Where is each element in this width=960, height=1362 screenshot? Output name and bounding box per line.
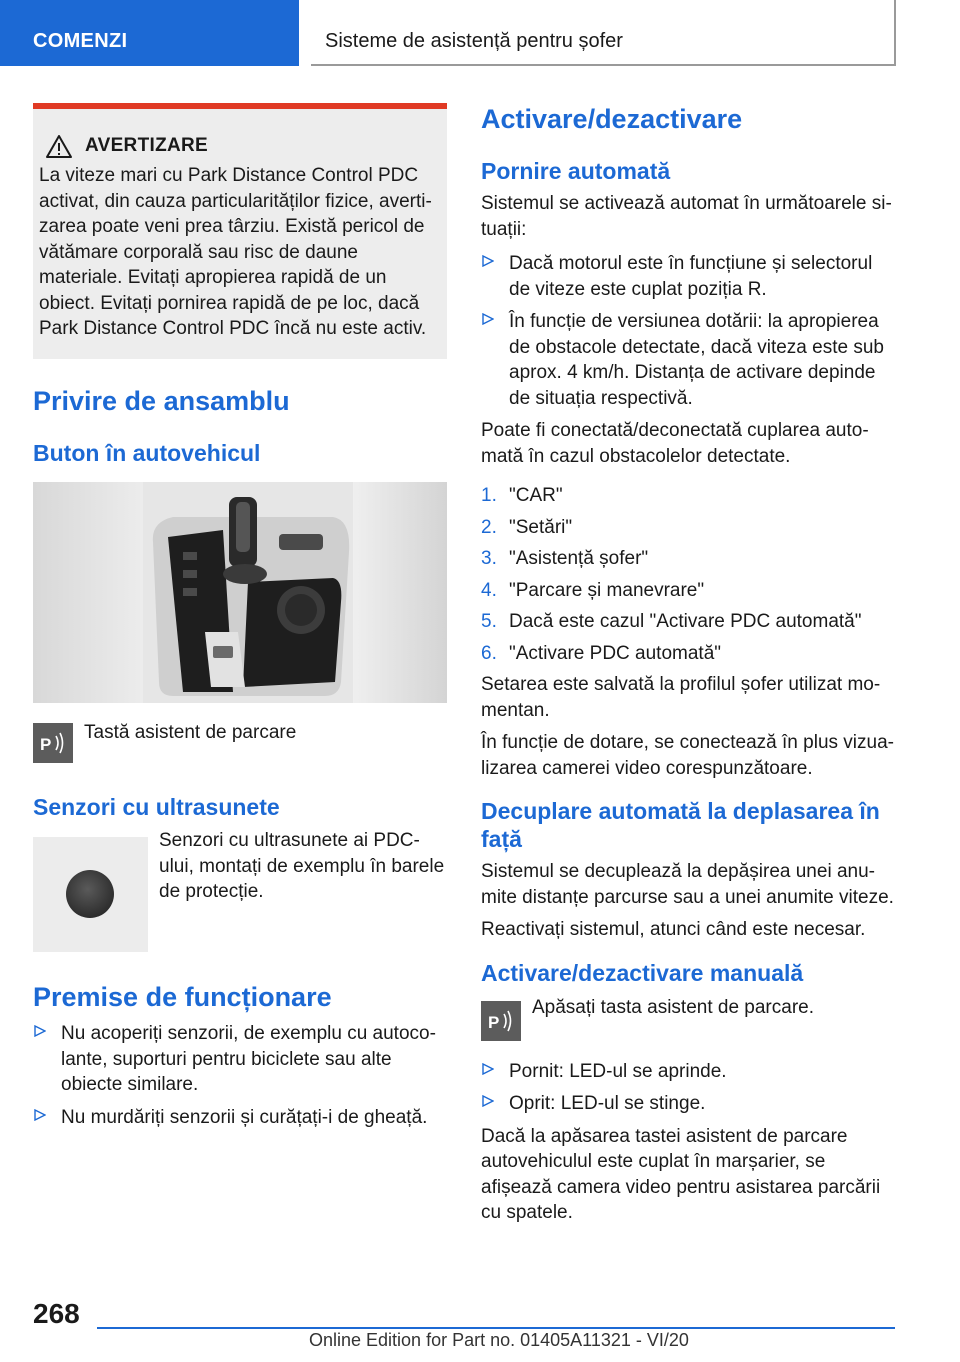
chapter-title: Sisteme de asistență pentru șofer [325, 30, 623, 52]
manual-item-text: Oprit: LED-ul se stinge. [509, 1093, 706, 1114]
section-tab [0, 0, 299, 66]
step-text: Dacă este cazul "Activare PDC automată" [509, 611, 862, 632]
manual-item-text: Pornit: LED-ul se aprinde. [509, 1060, 727, 1082]
saved-text: Setarea este salvată la profilul șofer utilizat momentan. [481, 674, 881, 721]
center-console-photo [33, 482, 447, 703]
list-item [481, 515, 895, 541]
auto-start-intro: Sistemul se activează automat în următoarele situații: [481, 193, 892, 240]
manual-heading: Activare/dezactivare manuală [481, 959, 804, 986]
warning-box [33, 103, 447, 359]
triangle-right-icon [482, 255, 494, 267]
settings-steps [481, 483, 895, 666]
auto-start-heading: Pornire automată [481, 158, 671, 184]
park-assist-button-icon [33, 723, 73, 763]
auto-start-item-text: Dacă motorul este în funcțiune și selectorul de viteze este cuplat poziția R. [509, 253, 873, 300]
step-number: 2. [481, 516, 497, 538]
footer-divider [97, 1327, 895, 1329]
sensors-heading: Senzori cu ultrasunete [33, 794, 280, 820]
step-text: "CAR" [509, 485, 563, 506]
list-item [481, 1091, 895, 1117]
list-item [481, 309, 895, 411]
step-number: 4. [481, 579, 497, 601]
step-number: 5. [481, 611, 497, 632]
list-item [481, 546, 895, 572]
step-number: 3. [481, 548, 497, 569]
button-heading: Buton în autovehicul [33, 440, 261, 466]
warning-title: AVERTIZARE [85, 135, 208, 156]
triangle-right-icon [482, 1095, 494, 1107]
prereq-item-text: Nu acoperiți senzorii, de exemplu cu autocolante, suporturi pentru biciclete sau alte obiecte similare. [61, 1023, 436, 1095]
park-assist-button-icon [481, 1001, 521, 1041]
step-text: "Activare PDC automată" [509, 642, 722, 664]
overview-heading: Privire de ansamblu [33, 386, 290, 416]
triangle-right-icon [482, 1063, 494, 1075]
step-text: "Parcare și manevrare" [509, 579, 705, 601]
activation-heading: Activare/dezactivare [481, 104, 743, 134]
right-column [481, 103, 895, 1233]
reactivate-text: Reactivați sistemul, atunci când este necesar. [481, 919, 866, 940]
manual-row [481, 997, 895, 1049]
list-item [33, 1105, 447, 1131]
page-number: 268 [33, 1298, 80, 1329]
list-item [481, 609, 895, 635]
button-caption: Tastă asistent de parcare [84, 722, 297, 743]
step-text: "Setări" [509, 516, 573, 538]
triangle-right-icon [34, 1109, 46, 1121]
triangle-right-icon [34, 1025, 46, 1037]
edition-text: Online Edition for Part no. 01405A11321 - VI/20 [309, 1330, 689, 1350]
triangle-right-icon [482, 313, 494, 325]
auto-off-text: Sistemul se decuplează la depășirea unei anumite distanțe parcurse sau a unei anumite viteze. [481, 861, 894, 908]
list-item [481, 251, 895, 302]
prereq-item-text: Nu murdăriți senzorii și curățați-i de gheață. [61, 1106, 428, 1128]
step-number: 1. [481, 485, 497, 506]
sensors-text: Senzori cu ultrasunete ai PDC-ului, montați de exemplu în barele de protecție. [159, 830, 445, 902]
list-item [481, 578, 895, 604]
reverse-text: Dacă la apăsarea tastei asistent de parcare autovehiculul este cuplat în marșarier, se afișează camera video pentru asistarea parcării cu spatele. [481, 1125, 881, 1223]
step-text: "Asistență șofer" [509, 548, 649, 569]
list-item [481, 641, 895, 667]
prereq-list [33, 1021, 447, 1137]
section-title: COMENZI [33, 30, 128, 52]
list-item [481, 483, 895, 509]
warning-triangle-icon [45, 134, 73, 159]
ultrasonic-sensor-photo [33, 837, 148, 952]
list-item [481, 1059, 895, 1085]
manual-text: Apăsați tasta asistent de parcare. [532, 996, 814, 1018]
coupling-text: Poate fi conectată/deconectată cuplarea automată în cazul obstacolelor detectate. [481, 420, 869, 467]
camera-text: În funcție de dotare, se conectează în plus vizualizarea camerei video corespunzătoare. [481, 732, 894, 779]
chapter-header [311, 0, 896, 66]
list-item [33, 1021, 447, 1098]
auto-off-heading: Decuplare automată la deplasarea în față [481, 798, 880, 852]
step-number: 6. [481, 642, 497, 664]
warning-text: La viteze mari cu Park Distance Control PDC activat, din cauza particularităților fizice, avertizarea poate veni prea târziu. Există pericol de vătămare corporală sau risc de daune materiale. Evitați apropierea rapidă de un obiect. Evitați pornirea rapidă de pe loc, dacă Park Distance Control PDC încă nu este activ. [39, 165, 432, 339]
svg-text:P: P [488, 1012, 500, 1032]
svg-text:P: P [40, 735, 52, 754]
auto-start-item-text: În funcție de versiunea dotării: la apropierea de obstacole detectate, dacă viteza este sub aprox. 4 km/h. Distanța de activare depinde de situația respectivă. [509, 311, 884, 409]
prereq-heading: Premise de funcționare [33, 982, 332, 1012]
